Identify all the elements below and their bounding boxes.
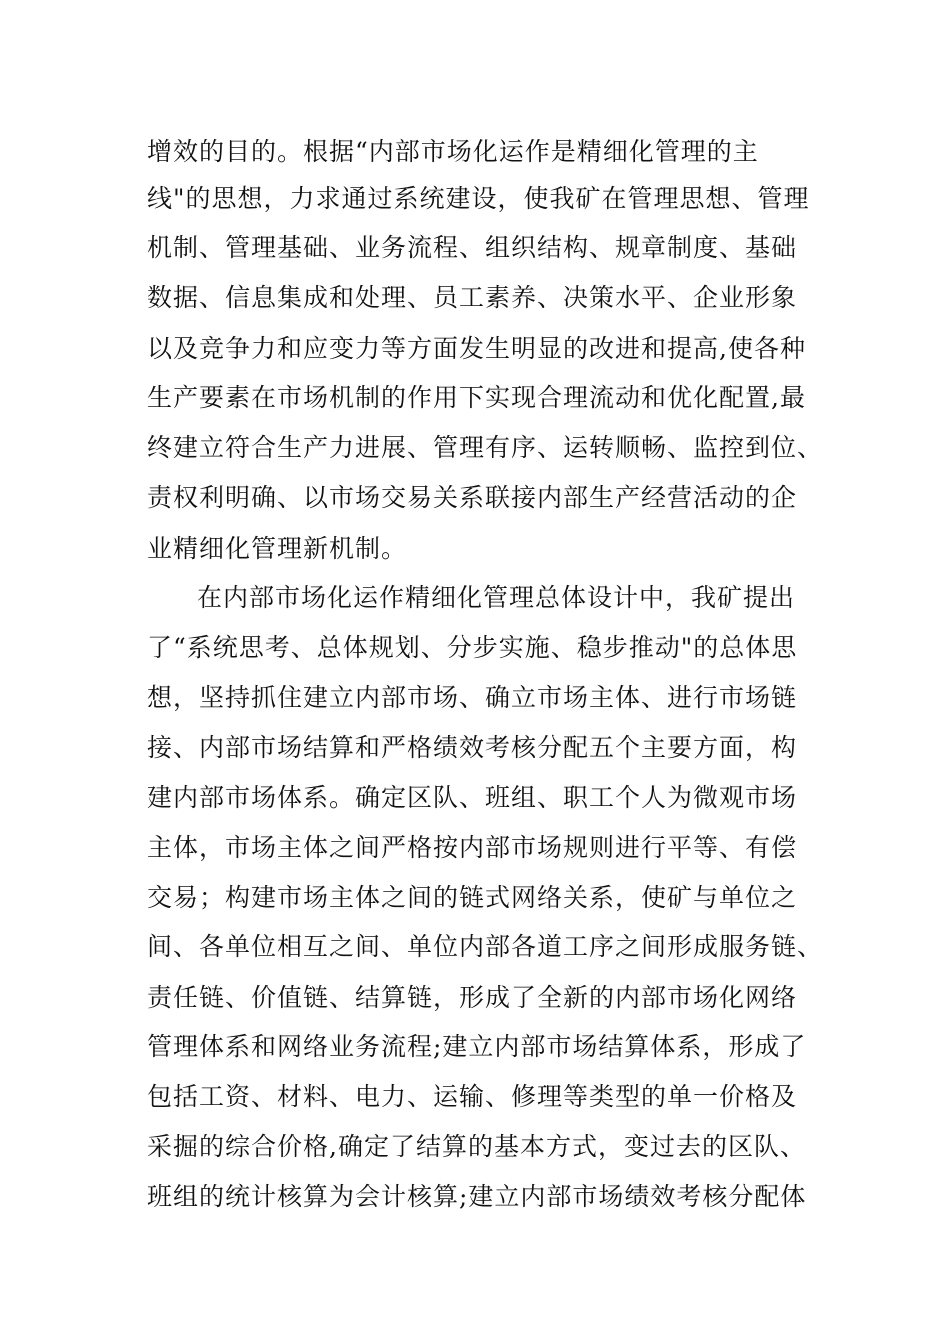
text-line: 班组的统计核算为会计核算;建立内部市场绩效考核分配体 [147,1182,807,1211]
text-line: 采掘的综合价格,确定了结算的基本方式，变过去的区队、 [147,1132,806,1161]
text-line: 生产要素在市场机制的作用下实现合理流动和优化配置,最 [147,383,806,412]
text-line: 了“系统思考、总体规划、分步实施、稳步推动"的总体思 [147,633,798,662]
paragraph-first-line: 在内部市场化运作精细化管理总体设计中，我矿提出 [197,583,796,612]
text-line: 数据、信息集成和处理、员工素养、决策水平、企业形象 [147,283,798,312]
text-line: 交易；构建市场主体之间的链式网络关系，使矿与单位之 [147,883,798,912]
text-line: 管理体系和网络业务流程;建立内部市场结算体系，形成了 [147,1032,807,1061]
text-line: 主体，市场主体之间严格按内部市场规则进行平等、有偿 [147,833,798,862]
text-line: 增效的目的。根据“内部市场化运作是精细化管理的主 [147,137,759,166]
text-line: 业精细化管理新机制。 [147,534,408,563]
text-line: 想，坚持抓住建立内部市场、确立市场主体、进行市场链 [147,683,798,712]
text-line: 线"的思想，力求通过系统建设，使我矿在管理思想、管理 [147,184,810,213]
text-line: 包括工资、材料、电力、运输、修理等类型的单一价格及 [147,1082,798,1111]
text-line: 接、内部市场结算和严格绩效考核分配五个主要方面，构 [147,733,798,762]
text-line: 终建立符合生产力进展、管理有序、运转顺畅、监控到位、 [147,433,824,462]
text-line: 机制、管理基础、业务流程、组织结构、规章制度、基础 [147,233,798,262]
text-line: 间、各单位相互之间、单位内部各道工序之间形成服务链、 [147,932,824,961]
text-line: 以及竞争力和应变力等方面发生明显的改进和提高,使各种 [147,334,806,363]
text-line: 责任链、价值链、结算链，形成了全新的内部市场化网络 [147,983,798,1012]
text-line: 责权利明确、以市场交易关系联接内部生产经营活动的企 [147,483,798,512]
text-line: 建内部市场体系。确定区队、班组、职工个人为微观市场 [147,783,798,812]
